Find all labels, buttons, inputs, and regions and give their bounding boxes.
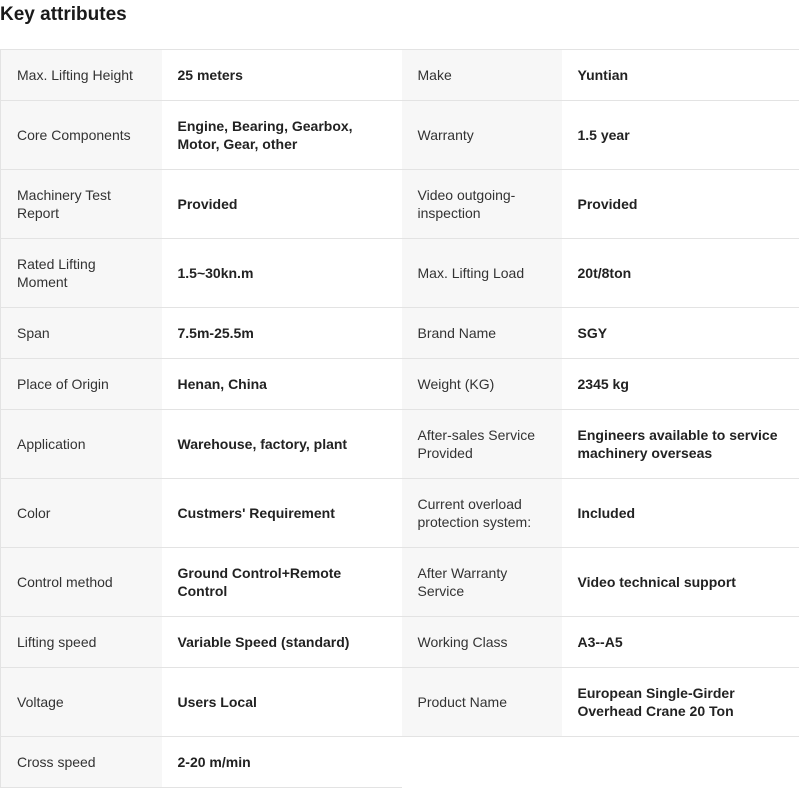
table-row [1,617,799,668]
table-row [1,50,799,101]
table-row [1,239,799,308]
attribute-value: 20t/8ton [562,239,799,308]
empty-cell [402,737,562,788]
attribute-label: Warranty [402,101,562,170]
table-row [1,308,799,359]
attribute-label: Video outgoing-inspection [402,170,562,239]
attribute-label: Color [1,479,162,548]
attribute-label: After Warranty Service [402,548,562,617]
attribute-value: Included [562,479,799,548]
attribute-label: Product Name [402,668,562,737]
attribute-value: Provided [562,170,799,239]
attribute-label: After-sales Service Provided [402,410,562,479]
attribute-label: Weight (KG) [402,359,562,410]
attribute-label: Voltage [1,668,162,737]
attribute-label: Machinery Test Report [1,170,162,239]
attribute-value: 2345 kg [562,359,799,410]
attribute-label: Core Components [1,101,162,170]
attribute-label: Current overload protection system: [402,479,562,548]
section-title: Key attributes [0,4,127,26]
attribute-label: Cross speed [1,737,162,788]
attribute-label: Max. Lifting Height [1,50,162,101]
attribute-label: Span [1,308,162,359]
attribute-value: Custmers' Requirement [162,479,402,548]
attribute-value: SGY [562,308,799,359]
attribute-value: 25 meters [162,50,402,101]
attribute-value: Users Local [162,668,402,737]
attribute-value: A3--A5 [562,617,799,668]
attribute-value: Variable Speed (standard) [162,617,402,668]
attribute-value: 2-20 m/min [162,737,402,788]
table-row [1,359,799,410]
attribute-value: Ground Control+Remote Control [162,548,402,617]
attribute-value: Yuntian [562,50,799,101]
attribute-label: Rated Lifting Moment [1,239,162,308]
table-row [1,668,799,737]
attribute-label: Lifting speed [1,617,162,668]
attribute-label: Make [402,50,562,101]
attribute-value: 1.5 year [562,101,799,170]
key-attributes-table [0,49,799,788]
table-row [1,101,799,170]
attribute-label: Working Class [402,617,562,668]
attribute-value: Video technical support [562,548,799,617]
table-row [1,479,799,548]
attribute-value: Warehouse, factory, plant [162,410,402,479]
table-row [1,548,799,617]
attribute-value: 7.5m-25.5m [162,308,402,359]
empty-cell [562,737,799,788]
attribute-label: Max. Lifting Load [402,239,562,308]
attribute-value: Engine, Bearing, Gearbox, Motor, Gear, other [162,101,402,170]
table-row [1,410,799,479]
attribute-label: Brand Name [402,308,562,359]
attribute-value: European Single-Girder Overhead Crane 20 Ton [562,668,799,737]
attribute-value: Provided [162,170,402,239]
table-row [1,737,799,788]
attribute-label: Control method [1,548,162,617]
attribute-label: Application [1,410,162,479]
attribute-label: Place of Origin [1,359,162,410]
attribute-value: Henan, China [162,359,402,410]
table-row [1,170,799,239]
attribute-value: Engineers available to service machinery overseas [562,410,799,479]
attribute-value: 1.5~30kn.m [162,239,402,308]
